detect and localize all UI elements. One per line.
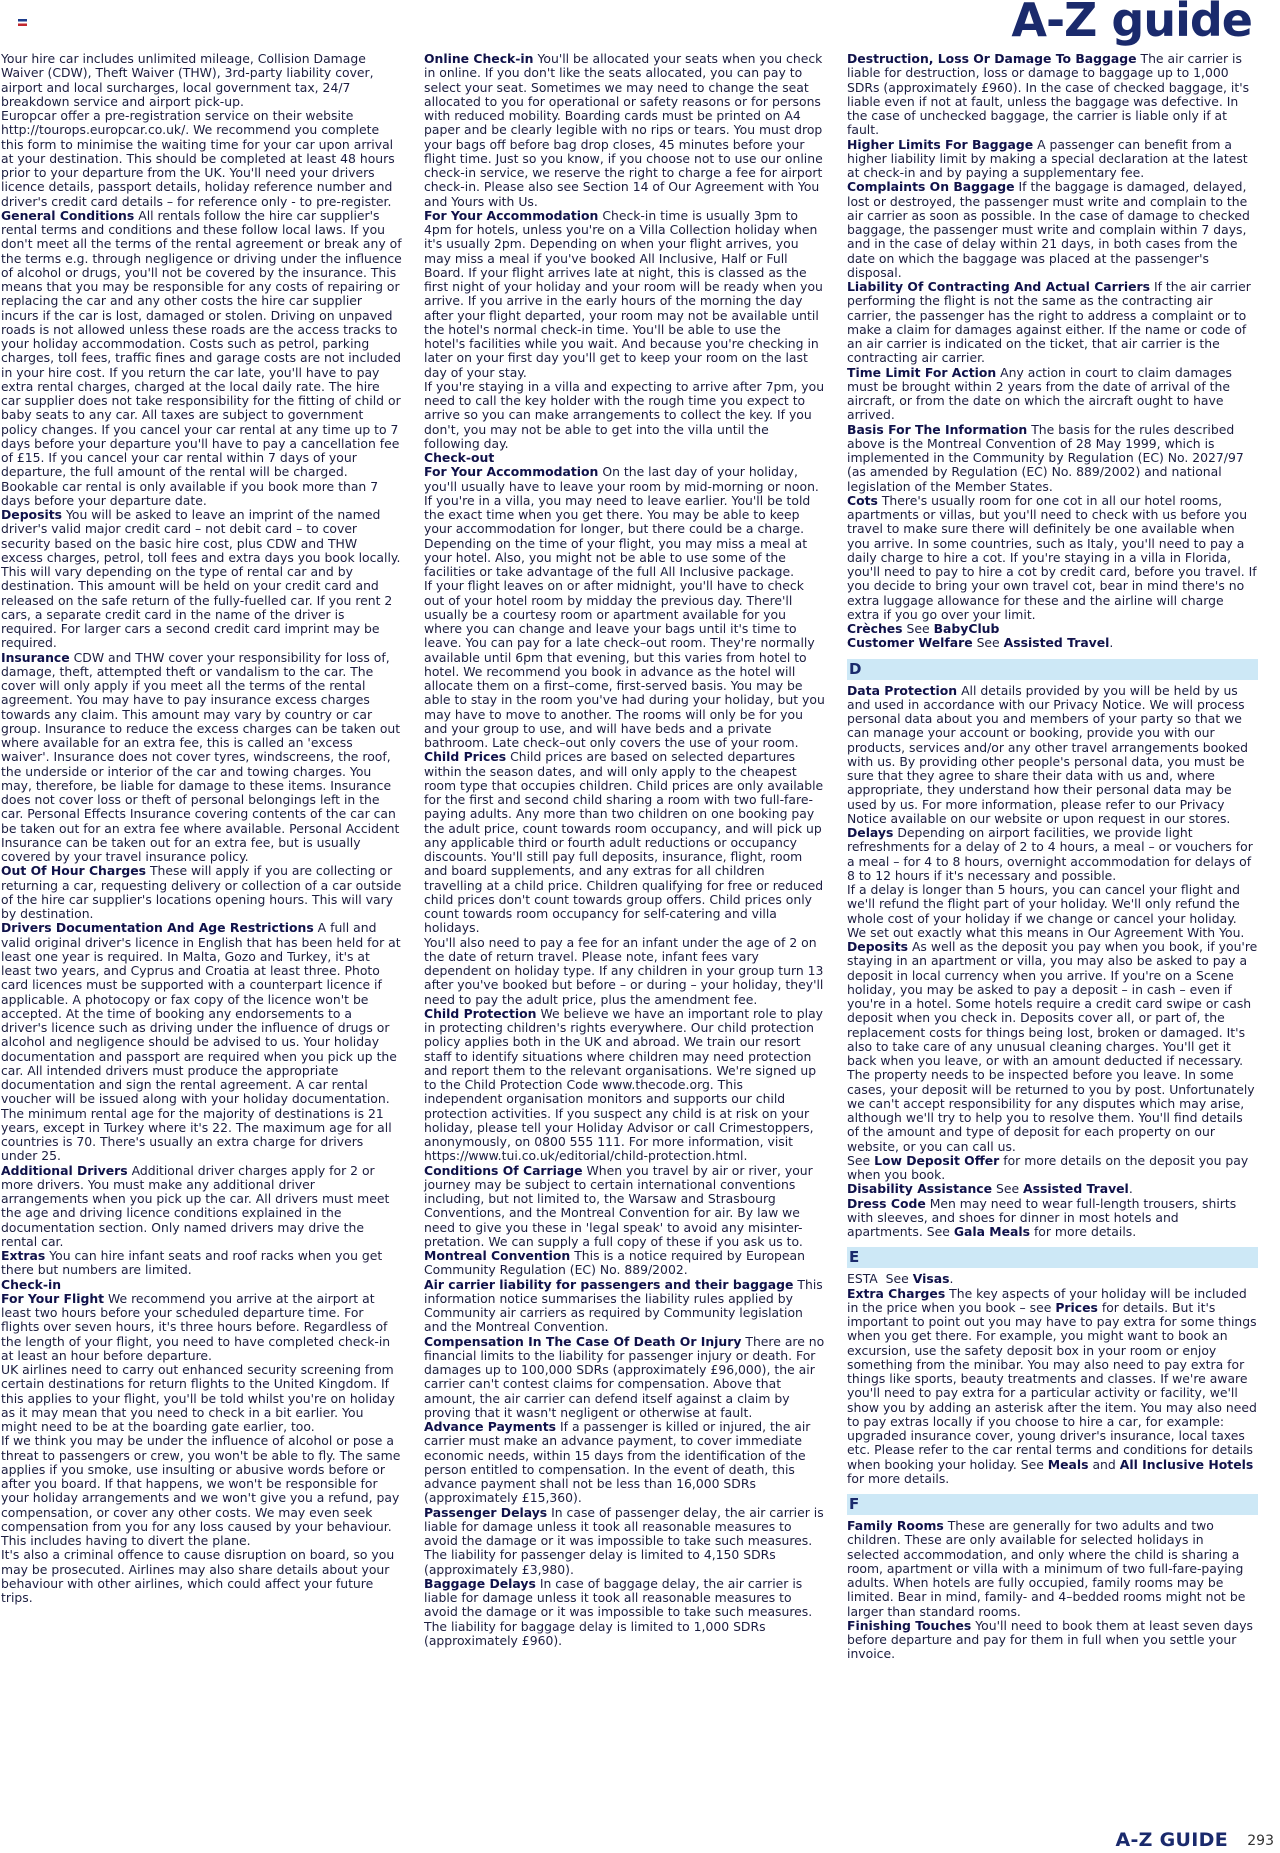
entry-text: You will be asked to leave an imprint of the named driver's valid major credit card – not debit card – to cover security based on the basic hire cost, plus CDW and THW excess charges, petrol, toll fees and extra days you book locally. This will vary depending on the type of rental car and by destination. This amount will be held on your credit card and released on the safe return of the fully-fuelled car. If you rent 2 cars, a separate credit card in the name of the driver is required. For larger cars a second credit card imprint may be required. [1, 507, 401, 651]
entry [1, 651, 402, 865]
entry [847, 52, 1258, 138]
entry-text: All rentals follow the hire car supplier's rental terms and conditions and these follow local laws. If you don't meet all the terms of the rental agreement or break any of the terms e.g. through negligence or driving under the influence of alcohol or drugs, you'll not be covered by the insurance. This means that you may be responsible for any costs of repairing or replacing the car and any other costs the hire car supplier incurs if the car is lost, damaged or stolen. Driving on unpaved roads is not allowed unless these roads are the access tracks to your holiday accommodation. Costs such as petrol, parking charges, toll fees, traffic fines and garage costs are not included in your hire cost. If you return the car late, you'll have to pay extra rental charges, charged at the local daily rate. The hire car supplier does not take responsibility for the fitting of child or baby seats to any car. All taxes are subject to government policy changes. If you cancel your car rental at any time up to 7 days before your departure you'll have to pay a cancellation fee of £15. If you cancel your car rental within 7 days of your departure, the full amount of the rental will be charged. Bookable car rental is only available if you book more than 7 days before your departure date. [1, 207, 402, 508]
cross-reference: Meals [1047, 1456, 1089, 1472]
esta-entry [847, 1272, 1258, 1286]
entry-heading: Out Of Hour Charges [1, 863, 146, 879]
entry [1, 1292, 402, 1363]
entry-text: UK airlines need to carry out enhanced security screening from certain destinations for return flights to the United Kingdom. If this applies to your flight, you'll be told whilst you're on holiday as it may mean that you need to check in a bit earlier. You might need to be at the boarding gate earlier, too. [1, 1362, 395, 1434]
entry-text: for more details on the deposit you pay when you book. [847, 1152, 1249, 1182]
see-text: See [885, 1271, 909, 1287]
entry-heading: Family Rooms [847, 1518, 944, 1533]
footer-label: A-Z GUIDE [1115, 1829, 1228, 1851]
entry [1, 508, 402, 651]
entry-heading: Extras [1, 1248, 46, 1263]
entry-text: This information notice summarises the liability rules applied by Community air carriers as required by Community legislation and the Montreal Convention. [424, 1276, 823, 1335]
entry-text: In case of baggage delay, the air carrier is liable for damage unless it took all reasonable measures to avoid the damage or it was impossible to take such measures. The liability for baggage delay is limited to 1,000 SDRs (approximately £960). [424, 1575, 813, 1648]
entry-heading: Conditions Of Carriage [424, 1162, 583, 1178]
entry [424, 465, 825, 536]
entry [847, 138, 1258, 181]
entry [424, 451, 825, 465]
punctuation: . [1109, 635, 1114, 651]
customer-welfare-entry [847, 636, 1258, 650]
cross-reference: Prices [1055, 1299, 1098, 1315]
cross-reference: BabyClub [933, 621, 1000, 636]
column-2 [424, 52, 825, 1648]
entry-text: Additional driver charges apply for 2 or more drivers. You must make any additional driver arrangements when you pick up the car. All drivers must meet the age and driving licence conditions explained in the documentation section. Only named drivers may drive the rental car. [1, 1162, 390, 1249]
entry-text: Check-in time is usually 3pm to 4pm for hotels, unless you're on a Villa Collection holiday when it's usually 2pm. Depending on when your flight arrives, you may miss a meal if you've booked All Inclusive, Half or Full Board. If your flight arrives late at night, this is classed as the first night of your holiday and your room will be ready when you arrive. If you arrive in the early hours of the morning the day after your flight departed, your room may not be available until the hotel's normal check-in time. You'll be able to use the hotel's facilities while you wait. And because you're checking in later on your first day you'll get to keep your room on the last day of your stay. [424, 207, 823, 380]
entry-heading: Child Prices [424, 749, 507, 765]
entry-heading: Complaints On Baggage [847, 179, 1015, 195]
entry [424, 936, 825, 1007]
entry-heading: Destruction, Loss Or Damage To Baggage [847, 51, 1137, 66]
entry-text: The air carrier is liable for destruction, loss or damage to baggage up to 1,000 SDRs (approximately £960). In the case of checked baggage, it's liable even if not at fault, unless the baggage was defective. In the case of unchecked baggage, the carrier is liable only if at fault. [847, 51, 1250, 138]
entry-heading: Check-in [1, 1276, 62, 1292]
entry-heading: Check-out [424, 450, 495, 465]
section-header-e: E [847, 1247, 1258, 1268]
entry-text: If your flight leaves on or after midnight, you'll have to check out of your hotel room by midday the previous day. There'll usually be a courtesy room or apartment available for you where you can change and leave your bags until it's time to leave. You can pay for a late check–out room. They're normally available until 6pm that evening, but this varies from hotel to hotel. We recommend you book in advance as the hotel will allocate them on a first–come, first-served basis. You may be able to stay in the room you've had during your holiday, but you may have to move to another. The rooms will only be for you and your group to use, and will have beds and a private bathroom. Late check–out only covers the use of your room. [424, 578, 825, 750]
section-header-d: D [847, 659, 1258, 680]
entry [424, 579, 825, 750]
entry [1, 1434, 402, 1548]
entry-text: You can hire infant seats and roof racks when you get there but numbers are limited. [1, 1248, 383, 1278]
entry-text: for more details. [1033, 1224, 1137, 1239]
entry-heading: Time Limit For Action [847, 364, 997, 380]
entry-text: for more details. [847, 1470, 950, 1486]
entry [847, 366, 1258, 423]
entry-heading: For Your Accommodation [424, 464, 599, 480]
entry [1, 1249, 402, 1278]
cross-reference: Visas [912, 1271, 950, 1287]
entry-text: If a passenger is killed or injured, the air carrier must make an advance payment, to cover immediate economic needs, within 15 days from the identification of the person entitled to compensation. In the event of death, this advance payment shall not be less than 16,000 SDRs (approximately £15,360). [424, 1419, 811, 1506]
entry [847, 826, 1258, 883]
entry-text: All details provided by you will be held by us and used in accordance with our Privacy Notice. We will process personal data about you and members of your party so that we can manage your account or booking, provide you with our products, services and/or any other travel arrangements booked with us. By providing other people's personal data, you must be sure that they agree to share their data with us and, where appropriate, they understand how their personal data may be used by us. For more information, please refer to our Privacy Notice available on our website or upon request in our stores. [847, 682, 1248, 826]
entry-heading: Delays [847, 825, 894, 840]
entry-text: You'll be allocated your seats when you check in online. If you don't like the seats allocated, you can pay to select your seat. Sometimes we may need to change the seat allocated to you for operational or safety reasons or for persons with reduced mobility. Boarding cards must be printed on A4 paper and be clearly legible with no rips or tears. You must drop your bags off before bag drop closes, 45 minutes before your flight time. Just so you know, if you choose not to use our online check-in service, we reserve the right to charge a fee for airport check-in. Please also see Section 14 of Our Agreement with You and Yours with Us. [424, 51, 823, 209]
low-deposit-entry [847, 1154, 1258, 1183]
entry [424, 750, 825, 935]
entry-heading: Cots [847, 492, 878, 508]
column-3 [847, 52, 1258, 1662]
entry-text: A passenger can benefit from a higher liability limit by making a special declaration at the latest at check-in and by paying a supplementary fee. [847, 136, 1248, 180]
entry [847, 423, 1258, 494]
entry-text: If you're staying in a villa and expecting to arrive after 7pm, you need to call the key holder with the rough time you expect to arrive so you can make arrangements to collect the key. If you don't, you may not be able to get into the villa until the following day. [424, 378, 825, 451]
entry-text: These will apply if you are collecting or returning a car, requesting delivery or collection of a car outside of the hire car supplier's locations opening hours. This will vary by destination. [1, 863, 402, 921]
entry [1, 1548, 402, 1605]
entry-text: You'll need to book them at least seven days before departure and pay for them in full when you settle your invoice. [847, 1617, 1253, 1662]
creches-entry [847, 622, 1258, 636]
entry-text: Any action in court to claim damages must be brought within 2 years from the date of arrival of the aircraft, or from the date on which the aircraft ought to have arrived. [847, 364, 1232, 423]
entry-text: You'll also need to pay a fee for an infant under the age of 2 on the date of return travel. Please note, infant fees vary dependent on holiday type. If any children in your group turn 13 after you've booked but before – or during – your holiday, they'll need to pay the adult price, plus the amendment fee. [424, 934, 824, 1007]
entry-text: There are no financial limits to the liability for passenger injury or death. For damages up to 100,000 SDRs (approximately £96,000), the air carrier can't contest claims for compensation. Above that amount, the air carrier can defend itself against a claim by proving that it wasn't negligent or otherwise at fault. [424, 1333, 825, 1420]
entry-text: for details. But it's important to point out you may have to pay extra for some things when you get there. For example, you might want to book an excursion, use the safety deposit box in your room or enjoy something from the minibar. You may also need to pay extra for things like sports, beauty treatments and classes. If we're aware you'll need to pay extra for a particular activity or facility, we'll show you by adding an asterisk after the item. You may also need to pay extras locally if you choose to hire a car, for example: upgraded insurance cover, young driver's insurance, local taxes etc. Please refer to the car rental terms and conditions for details when booking your holiday. See [847, 1299, 1257, 1472]
punctuation: . [949, 1271, 954, 1287]
disability-entry [847, 1182, 1258, 1196]
entry [1, 52, 402, 109]
entry-heading: Disability Assistance [847, 1181, 993, 1197]
cross-reference: Low Deposit Offer [874, 1152, 1000, 1168]
column-1 [1, 52, 402, 1605]
entry-text: This is a notice required by European Community Regulation (EC) No. 889/2002. [424, 1248, 805, 1278]
entry [424, 1506, 825, 1577]
entry-text: When you travel by air or river, your journey may be subject to certain international conventions including, but not limited to, the Warsaw and Strasbourg Conventions, and the Montreal Convention for air. By law we need to give you these in 'legal speak' to avoid any misinter-pretation. We can supply a full copy of these if you ask us to. [424, 1162, 813, 1249]
entry [424, 1577, 825, 1648]
entry-heading: Compensation In The Case Of Death Or Injury [424, 1333, 742, 1349]
entry-heading: Air carrier liability for passengers and their baggage [424, 1276, 794, 1292]
entry-text: Depending on the time of your flight, you may miss a meal at your hotel. Also, you might not be able to use some of the facilities or take advantage of the full All Inclusive package. [424, 535, 808, 579]
entry-heading: Data Protection [847, 682, 958, 698]
entry-heading: Advance Payments [424, 1419, 557, 1434]
entry-text: Men may need to wear full-length trousers, shirts with sleeves, and shoes for dinner in most hotels and apartments. See [847, 1195, 1237, 1239]
entry-heading: Liability Of Contracting And Actual Carriers [847, 279, 1151, 294]
uk-flag-icon [18, 19, 27, 26]
entry-heading: Higher Limits For Baggage [847, 136, 1034, 152]
entry [1, 921, 402, 1163]
entry [424, 1420, 825, 1506]
entry [424, 1007, 825, 1164]
entry-text: As well as the deposit you pay when you book, if you're staying in an apartment or villa, you may also be asked to pay a deposit in local currency when you arrive. If you're on a Scene holiday, you may be asked to pay a deposit – in cash – even if you're in a hotel. Some hotels require a credit card swipe or cash deposit when you check in. Deposits cover all, or part of, the replacement costs for things being lost, broken or damaged. It's also to take care of any unusual cleaning charges. You'll get it back when you leave, or with an amount deducted if necessary. The property needs to be inspected before you leave. In some cases, your deposit will be returned to you by post. Unfortunately we can't accept responsibility for any disputes which may arise, although we'll try to help you to resolve them. You'll find details of the amount and type of deposit for each property on our website, or you can call us. [847, 939, 1258, 1154]
entry-text: CDW and THW cover your responsibility for loss of, damage, theft, attempted theft or vandalism to the car. The cover will only apply if you meet all the terms of the rental agreement. You may have to pay insurance excess charges towards any claim. This amount may vary by country or car group. Insurance to reduce the excess charges can be taken out where available for an extra fee, this is called an 'excess waiver'. Insurance does not cover tyres, windscreens, the roof, the underside or interior of the car and towing charges. You may, therefore, be liable for damage to these items. Insurance does not cover loss or theft of personal belongings left in the car. Personal Effects Insurance covering contents of the car can be taken out for an extra fee where available. Personal Accident Insurance can be taken out for an extra fee, but is usually covered by your travel insurance policy. [1, 649, 401, 864]
entry [847, 1619, 1258, 1662]
entry-heading: Baggage Delays [424, 1575, 536, 1591]
entry [1, 1164, 402, 1250]
entry-text: We recommend you arrive at the airport at least two hours before your scheduled departure time. For flights over seven hours, it's three hours before. Regardless of the length of your flight, you need to have completed check-in at least an hour before departure. [1, 1290, 391, 1363]
entry-heading: Additional Drivers [1, 1162, 128, 1178]
entry-heading: ESTA [847, 1271, 878, 1287]
entry-text: and [1092, 1456, 1116, 1472]
entry-text: Child prices are based on selected departures within the season dates, and will only apply to the cheapest room type that occupies children. Child prices are only available for the first and second child sharing a room with two full-fare-paying adults. Any more than two children on one booking pay the adult price, count towards room occupancy, and will pick up any applicable third or fourth adult reductions or occupancy discounts. You'll still pay full deposits, insurance, flight, room and board supplements, and any extras for all children travelling at a child price. Children qualifying for free or reduced child prices don't count towards group offers. Child prices only count towards room occupancy for self-catering and villa holidays. [424, 749, 824, 936]
entry-text: Europcar offer a pre-registration service on their website http://tourops.europcar.co.uk/. We recommend you complete this form to minimise the waiting time for your car upon arrival at your destination. This should be completed at least 48 hours prior to your departure from the UK. You'll need your drivers licence details, passport details, holiday reference number and driver's credit card details – for reference only - to pre-register. [1, 108, 395, 209]
entry-heading: Child Protection [424, 1005, 537, 1021]
entry [847, 684, 1258, 827]
entry-text: We believe we have an important role to play in protecting children's rights everywhere. Our child protection policy applies both in the UK and abroad. We train our resort staff to identify situations where children may need protection and report them to the relevant organisations. We're signed up to the Child Protection Code www.thecode.org. This independent organisation monitors and supports our child protection activities. If you suspect any child is at risk on your holiday, please tell your Holiday Advisor or call Crimestoppers, anonymously, on 0800 555 111. For more information, visit https://www.tui.co.uk/editorial/child-protection.html. [424, 1005, 824, 1164]
entry-heading: Crèches [847, 621, 903, 636]
see-text: See [847, 1152, 871, 1168]
cross-reference: Assisted Travel [1023, 1181, 1129, 1197]
entry-heading: Extra Charges [847, 1285, 946, 1301]
entry [424, 537, 825, 580]
page-number: 293 [1247, 1833, 1274, 1849]
entry-text: A full and valid original driver's licence in English that has been held for at least one year is required. In Malta, Gozo and Turkey, it's at least two years, and Cyprus and Croatia at least three. Photo card licences must be supported with a counterpart licence if applicable. A photocopy or fax copy of the licence won't be accepted. At the time of booking any endorsements to a driver's licence such as driving under the influence of drugs or alcohol and negligence should be advised to us. Your holiday documentation and passport are required when you pick up the car. All intended drivers must produce the appropriate documentation and sign the rental agreement. A car rental voucher will be issued along with your holiday documentation. The minimum rental age for the majority of destinations is 21 years, except in Turkey where it's 22. The maximum age for all countries is 70. There's usually an extra charge for drivers under 25. [1, 920, 401, 1164]
entry-text: The basis for the rules described above is the Montreal Convention of 28 May 1999, which is implemented in the Community by Regulation (EC) No. 2027/97 (as amended by Regulation (EC) No. 889/2002) and national legislation of the Member States. [847, 421, 1244, 494]
entry-heading: Deposits [847, 939, 908, 954]
entry [1, 109, 402, 209]
entry [1, 1363, 402, 1434]
see-text: See [976, 635, 1000, 651]
cross-reference: Assisted Travel [1003, 635, 1110, 651]
entry-text: If the air carrier performing the flight is not the same as the contracting air carrier, the passenger has the right to address a complaint or to make a claim for damages against either. If the name or code of an air carrier is indicated on the ticket, that air carrier is the contracting air carrier. [847, 279, 1251, 366]
entry-text: If we think you may be under the influence of alcohol or pose a threat to passengers or crew, you won't be able to fly. The same applies if you smoke, use insulting or abusive words before or after you board. If that happens, we won't be responsible for your holiday arrangements and we won't give you a refund, pay compensation, or cover any other costs. We may even seek compensation from you for any loss caused by your behaviour. This includes having to divert the plane. [1, 1433, 401, 1548]
entry-text: These are generally for two adults and two children. These are only available for selected holidays in selected accommodation, and only where the child is sharing a room, apartment or villa with a minimum of two full-fare-paying adults. When hotels are fully occupied, family rooms may be limited. Bear in mind, family- and 4–bedded rooms might not be larger than standard rooms. [847, 1518, 1246, 1619]
entry [847, 280, 1258, 366]
entry [424, 52, 825, 209]
entry [1, 209, 402, 508]
entry-heading: General Conditions [1, 207, 135, 223]
dress-code-entry [847, 1197, 1258, 1240]
entry [424, 209, 825, 380]
entry-heading: Finishing Touches [847, 1617, 972, 1633]
entry-text: Your hire car includes unlimited mileage, Collision Damage Waiver (CDW), Theft Waiver (THW), 3rd-party liability cover, airport and local surcharges, local government tax, 24/7 breakdown service and airport pick-up. [1, 51, 374, 109]
entry [424, 1249, 825, 1278]
entry [424, 380, 825, 451]
entry-text: In case of passenger delay, the air carrier is liable for damage unless it took all reasonable measures to avoid the damage or it was impossible to take such measures. The liability for passenger delay is limited to 4,150 SDRs (approximately £3,980). [424, 1504, 824, 1577]
entry [424, 1278, 825, 1335]
entry-heading: Montreal Convention [424, 1248, 571, 1263]
entry [847, 180, 1258, 280]
entry-heading: Basis For The Information [847, 421, 1028, 437]
entry-heading: For Your Accommodation [424, 207, 599, 223]
entry-text: The key aspects of your holiday will be included in the price when you book – see [847, 1285, 1247, 1315]
cross-reference: All Inclusive Hotels [1119, 1456, 1254, 1472]
entry-text: On the last day of your holiday, you'll usually have to leave your room by mid-morning or noon. If you're in a villa, you may need to leave earlier. You'll be told the exact time when you get there. You may be able to keep your accommodation for longer, but there could be a charge. [424, 464, 819, 537]
entry-heading: For Your Flight [1, 1290, 105, 1306]
page-title: A-Z guide [1011, 0, 1252, 47]
entry-heading: Online Check-in [424, 51, 534, 66]
entry-heading: Dress Code [847, 1195, 926, 1211]
see-text: See [906, 621, 930, 636]
entry [847, 1519, 1258, 1619]
cross-reference: Gala Meals [953, 1224, 1030, 1239]
entry [847, 494, 1258, 622]
see-text: See [995, 1181, 1020, 1197]
entry [424, 1164, 825, 1250]
entry-heading: Drivers Documentation And Age Restrictions [1, 920, 314, 936]
entry [847, 883, 1258, 940]
punctuation: . [1128, 1181, 1133, 1197]
entry-text: It's also a criminal offence to cause disruption on board, so you may be prosecuted. Airlines may also share details about your behaviour with other airlines, which could affect your future trips. [1, 1547, 395, 1605]
entry-heading: Passenger Delays [424, 1504, 548, 1520]
entry [1, 864, 402, 921]
entry-text: There's usually room for one cot in all our hotel rooms, apartments or villas, but you'll need to check with us before you travel to make sure there will definitely be one available when you arrive. In some countries, such as Italy, you'll need to pay a daily charge to hire a cot. If you're staying in a villa in Florida, you'll need to pay to hire a cot by credit card, before you travel. If you decide to bring your own travel cot, bear in mind there's no extra luggage allowance for these and the airline will charge extra if you go over your limit. [847, 492, 1257, 622]
entry [847, 940, 1258, 1154]
entry-text: If a delay is longer than 5 hours, you can cancel your flight and we'll refund the flight part of your holiday. We'll only refund the whole cost of your holiday if we change or cancel your holiday. We set out exactly what this means in Our Agreement With You. [847, 882, 1245, 940]
entry-text: Depending on airport facilities, we provide light refreshments for a delay of 2 to 4 hours, a meal – or vouchers for a meal – for 4 to 8 hours, overnight accommodation for delays of 8 to 12 hours if it's necessary and possible. [847, 825, 1253, 883]
section-header-f: F [847, 1494, 1258, 1515]
entry [1, 1278, 402, 1292]
entry-text: If the baggage is damaged, delayed, lost or destroyed, the passenger must write and complain to the air carrier as soon as possible. In the case of damage to checked baggage, the passenger must write and complain within 7 days, and in the case of delay within 21 days, in both cases from the date on which the baggage was placed at the passenger's disposal. [847, 179, 1250, 280]
entry-heading: Deposits [1, 507, 62, 522]
entry-heading: Insurance [1, 649, 70, 665]
entry [424, 1335, 825, 1421]
extra-charges-entry [847, 1287, 1258, 1487]
entry-heading: Customer Welfare [847, 635, 973, 651]
